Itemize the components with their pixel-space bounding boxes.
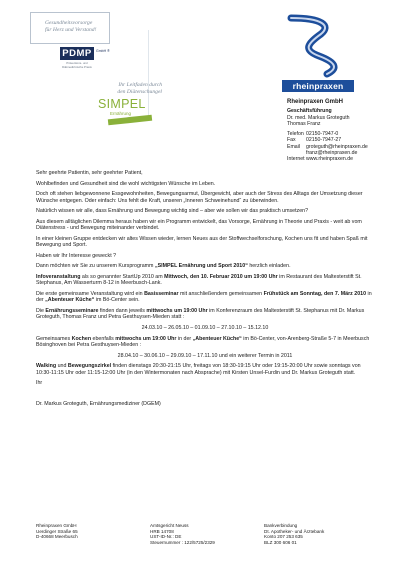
pdmp-subtitle: Präventions- und Diätmedizinische Praxis — [62, 61, 92, 69]
fax-label: Fax — [287, 137, 296, 144]
header-divider — [148, 30, 149, 120]
seminar-dates: 24.03.10 – 26.05.10 – 01.09.10 – 27.10.10 – 15.12.10 — [141, 324, 269, 331]
simpel-subtitle: Ernährung — [110, 111, 132, 116]
paragraph-walking: Walking und Bewegungszirkel finden dienstags 20:30-21:15 Uhr, freitags von 18:30-19:15 Uhr oder 19:15-20:00 Uhr sowie sonntags von 10:30-11:15 Uhr oder 11:15-12:00 Uhr (in den Wintermonaten nach Absprache) mit Kirsten Unsel-Furdin und Dr. Markus Groteguth statt. — [36, 363, 361, 376]
leitfaden-slogan — [92, 82, 162, 96]
course-name: „SIMPEL Ernährung und Sport 2010“ — [154, 263, 248, 270]
paragraph-question: Natürlich wissen wir alle, dass Ernährung und Bewegung wichtig sind – aber wie sollen wir das praktisch umsetzen? — [36, 208, 309, 215]
simpel-green-swoosh — [108, 115, 152, 126]
paragraph-info-event: Infoveranstaltung als so genannter StartUp 2010 am Mittwoch, den 10. Februar 2010 um 19:00 Uhr im Restaurant des Maltesterstift St. Stephanus, Am Wasserturm 8-12 in Meerbusch-Lank. — [36, 273, 362, 287]
internet-label: Internet — [287, 156, 305, 163]
paragraph-wishes: Wohlbefinden und Gesundheit sind die wohl wichtigsten Wünsche im Leben. — [36, 180, 216, 187]
cooking-dates: 28.04.10 – 30.06.10 – 29.09.10 – 17.11.10 und ein weiterer Termin in 2011 — [117, 352, 293, 359]
internet-row — [287, 156, 368, 162]
paragraph-interest: Haben wir Ihr Interesse geweckt ? — [36, 252, 117, 259]
manager-name-2: Thomas Franz — [287, 120, 321, 127]
email-link-groteguth[interactable]: groteguth@rheinpraxen.de — [306, 143, 368, 150]
info-event-date: Mittwoch, den 10. Februar 2010 um 19:00 Uhr — [164, 273, 278, 280]
slogan-line-2: für Herz und Verstand! — [45, 27, 97, 33]
paragraph-basisseminar: Die erste gemeinsame Veranstaltung wird ein Basisseminar mit anschließendem gemeinsamen Frühstück am Sonntag, den 7. März 2010 in der „Abenteuer Küche“ im Bö-Center sein. — [36, 290, 372, 304]
email-link-franz[interactable]: franz@rheinpraxen.de — [306, 150, 358, 157]
pdmp-logo: PDMP — [60, 47, 94, 60]
salutation: Sehr geehrte Patientin, sehr geehrter Patient, — [36, 170, 143, 176]
leitfaden-line-2: den Diätenschungel — [117, 89, 162, 95]
company-name: Rheinpraxen GmbH — [287, 99, 344, 105]
sender-address-block — [287, 99, 368, 163]
rheinpraxen-river-logo-icon — [283, 14, 353, 78]
footer-registry-column: Amtsgericht Neuss HRB 14708 UST-ID-Nr.: DE Steuernummer : 122/5725/2329 — [150, 523, 215, 545]
paragraph-obstacles: Doch oft stehen liebgewonnene Essgewohnheiten, Bewegungsarmut, Übergewicht, aber auch der Stress des Alltags der Umsetzung dieser Wünsche entgegen. Oder einfach: Uns fehlt die Kraft, unseren „Inneren Schweinehund“ zu überwinden. — [36, 191, 363, 204]
letter-body — [36, 170, 374, 411]
simpel-logo: SIMPEL — [98, 97, 146, 111]
manager-name-1: Dr. med. Markus Groteguth — [287, 114, 350, 121]
phone-value: 02150-7947-0 — [306, 131, 339, 138]
paragraph-invitation: Dann möchten wir Sie zu unserem Kursprogramm „SIMPEL Ernährung und Sport 2010“ herzlich einladen. — [36, 263, 291, 270]
paragraph-cooking: Gemeinsames Kochen ebenfalls mittwochs um 19:00 Uhr in der „Abenteuer Küche“ im Bö-Center, von-Arenberg-Straße 5-7 in Meerbusch Bösinghoven bei Petra Gesthuysen-Mieden : — [36, 335, 370, 348]
paragraph-program: Aus diesem alltäglichen Dilemma heraus haben wir ein Programm entwickelt, das Vorsorge, Ernährung in Theorie und Praxis - weit ab vom Diätenstress - und Bewegung miteinander verbindet. — [36, 218, 362, 232]
footer-company-column: Rheinpraxen GmbH Uerdinger Straße 65 D-40668 Meerbusch — [36, 523, 78, 540]
leitfaden-line-1: Ihr Leitfaden durch — [118, 82, 162, 88]
pdmp-trademark: GmbH ® — [96, 49, 110, 53]
fax-value: 02150-7947-27 — [306, 137, 342, 144]
gesundheitsvorsorge-slogan — [45, 20, 96, 34]
paragraph-seminars: Die Ernährungsseminare finden dann jeweils mittwochs um 19:00 Uhr im Konferenzraum des Maltesterstift St. Stephanus mit Dr. Markus Groteguth, Thomas Franz und Petra Gesthuysen-Mieden statt : — [36, 307, 365, 321]
closing: Ihr — [36, 380, 43, 387]
phone-label: Telefon — [287, 131, 304, 138]
signature: Dr. Markus Groteguth, Ernährungsmediziner (DGEM) — [36, 400, 161, 407]
rheinpraxen-logo-text: rheinpraxen — [282, 80, 354, 92]
email-label: Email — [287, 143, 300, 150]
info-event-label: Infoveranstaltung — [36, 273, 81, 280]
management-label: Geschäftsführung — [287, 108, 332, 115]
paragraph-group: In einer kleinen Gruppe entdecken wir altes Wissen wieder, lernen Neues aus der Stoffwechselforschung, Kochen uns fit und haben Spaß mit Bewegung und Sport. — [36, 235, 368, 249]
website-link[interactable]: www.rheinpraxen.de — [306, 156, 354, 163]
slogan-line-1: Gesundheitsvorsorge — [45, 20, 93, 26]
footer-bank-column: Bankverbindung Dt. Apotheker- und Ärztebank Konto 207 253 635 BLZ 300 606 01 — [264, 523, 325, 545]
